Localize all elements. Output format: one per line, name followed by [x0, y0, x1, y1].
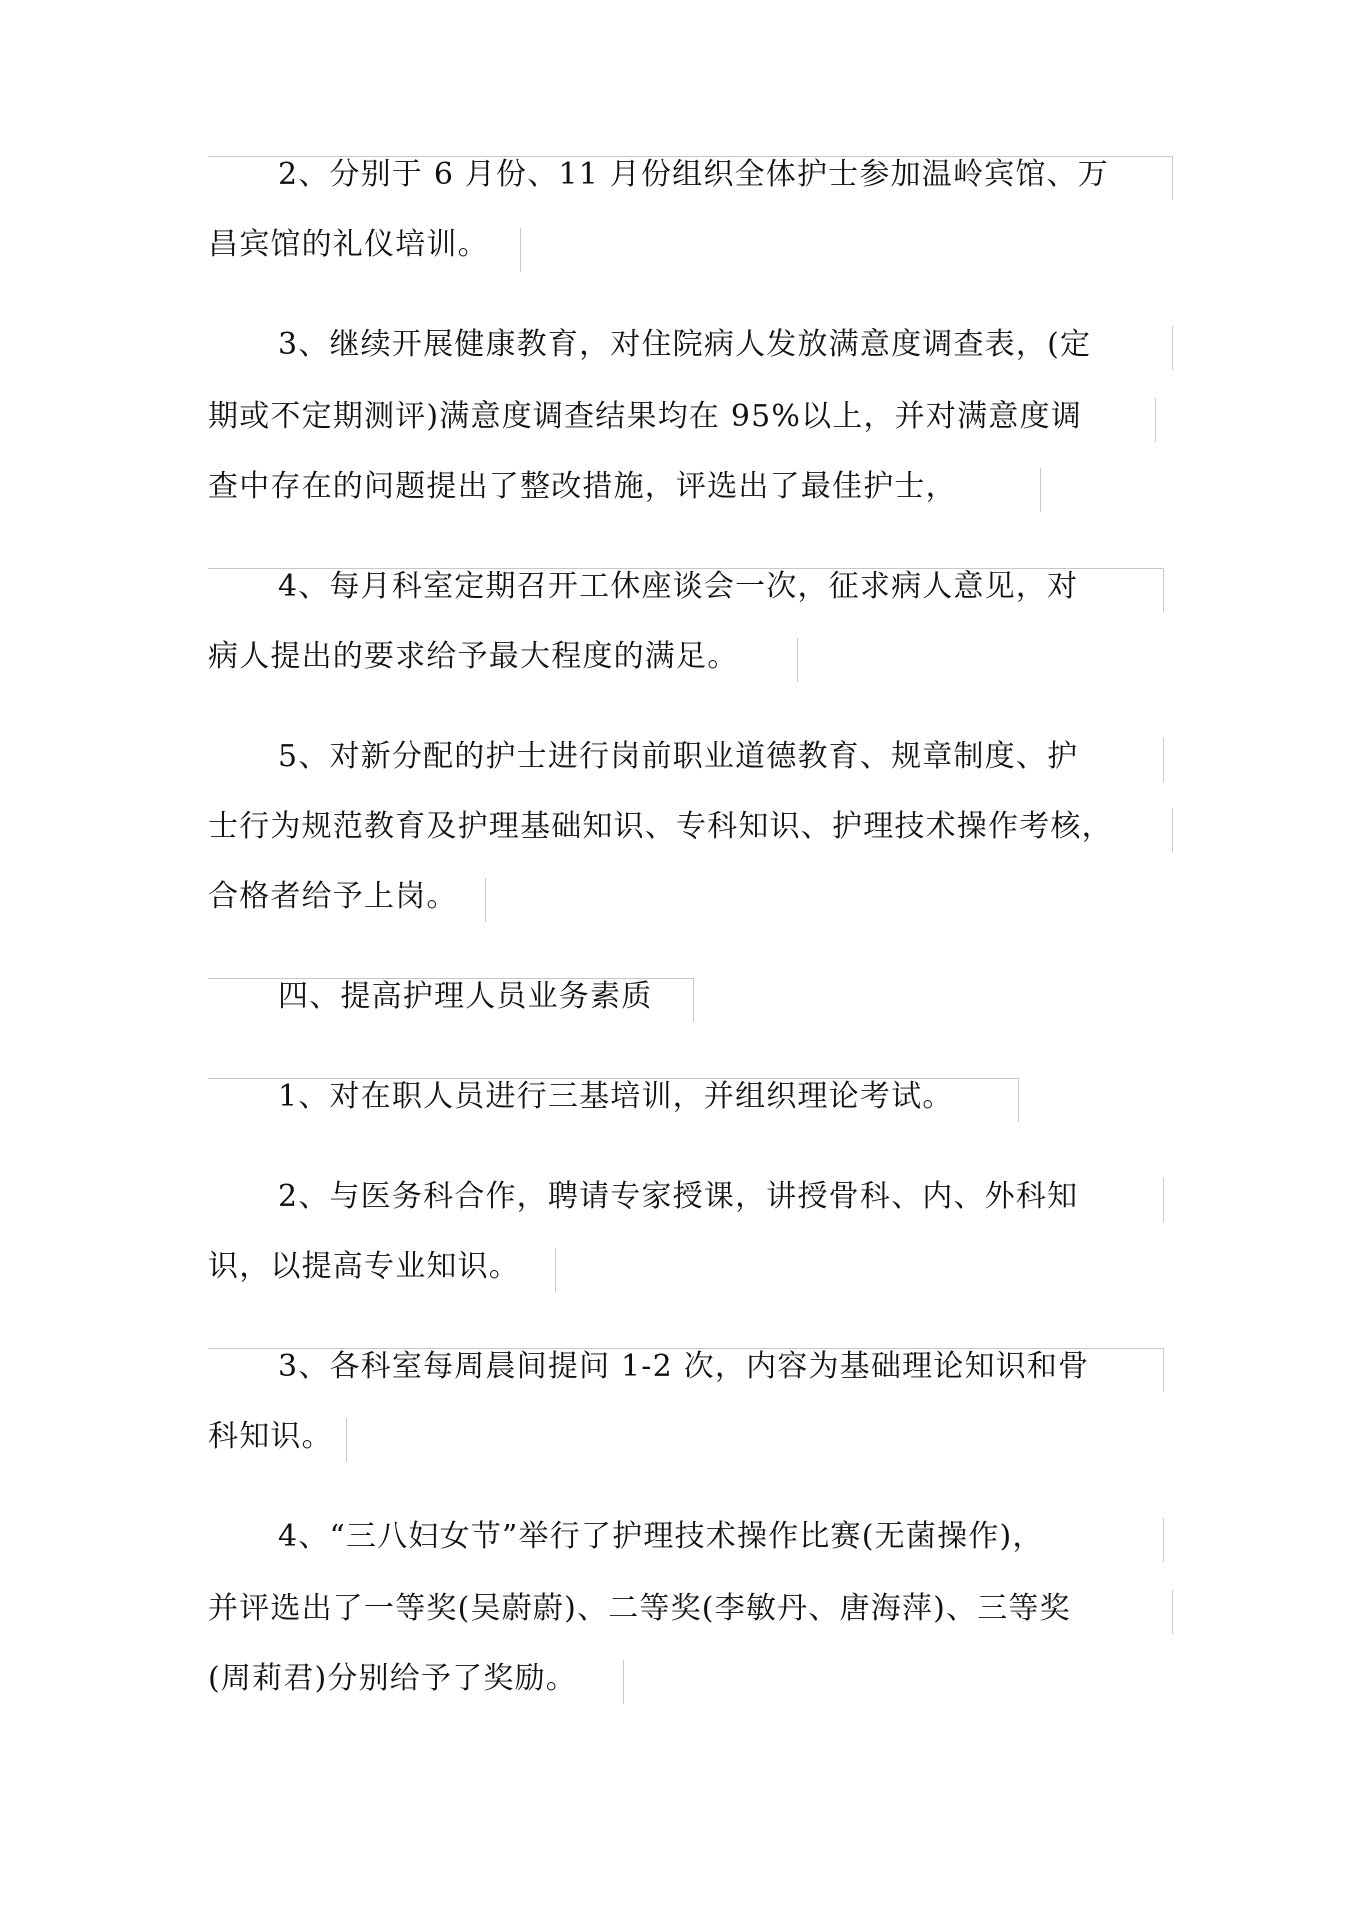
paragraph-2-line-2: 期或不定期测评)满意度调查结果均在 95%以上，并对满意度调: [208, 399, 1082, 434]
paragraph-3-line-1: 4、每月科室定期召开工休座谈会一次，征求病人意见，对: [278, 569, 1079, 604]
paragraph-8-line-2: 并评选出了一等奖(吴蔚蔚)、二等奖(李敏丹、唐海萍)、三等奖: [208, 1591, 1071, 1626]
paragraph-8-line-1: 4、“三八妇女节”举行了护理技术操作比赛(无菌操作)，: [278, 1519, 1044, 1554]
paragraph-2-line-1: 3、继续开展健康教育，对住院病人发放满意度调查表，(定: [278, 327, 1092, 362]
paragraph-1-line-2: 昌宾馆的礼仪培训。: [208, 227, 489, 262]
paragraph-frame-line: [1172, 808, 1173, 852]
paragraph-frame-line: [623, 1660, 624, 1704]
paragraph-4-line-1: 5、对新分配的护士进行岗前职业道德教育、规章制度、护: [278, 739, 1079, 774]
paragraph-frame-line: [797, 638, 798, 682]
paragraph-frame-line: [1018, 1078, 1019, 1122]
paragraph-4-line-2: 士行为规范教育及护理基础知识、专科知识、护理技术操作考核，: [208, 809, 1113, 844]
paragraph-frame-line: [1163, 1178, 1164, 1222]
paragraph-frame-line: [1172, 156, 1173, 200]
paragraph-frame-line: [1163, 568, 1164, 612]
paragraph-6-line-2: 识，以提高专业知识。: [208, 1249, 520, 1284]
paragraph-frame-line: [346, 1418, 347, 1462]
paragraph-1-line-1: 2、分别于 6 月份、11 月份组织全体护士参加温岭宾馆、万: [278, 157, 1109, 192]
paragraph-7-line-2: 科知识。: [208, 1419, 333, 1454]
paragraph-frame-line: [1163, 1348, 1164, 1392]
paragraph-8-line-3: (周莉君)分别给予了奖励。: [208, 1661, 578, 1696]
paragraph-frame-line: [1172, 326, 1173, 370]
paragraph-6-line-1: 2、与医务科合作，聘请专家授课，讲授骨科、内、外科知: [278, 1179, 1079, 1214]
section-heading: 四、提高护理人员业务素质: [278, 979, 653, 1014]
paragraph-frame-line: [485, 878, 486, 922]
paragraph-frame-line: [1172, 1590, 1173, 1634]
paragraph-2-line-3: 查中存在的问题提出了整改措施，评选出了最佳护士，: [208, 469, 957, 504]
paragraph-frame-line: [555, 1248, 556, 1292]
paragraph-frame-line: [1040, 468, 1041, 512]
paragraph-3-line-2: 病人提出的要求给予最大程度的满足。: [208, 639, 739, 674]
paragraph-5-line-1: 1、对在职人员进行三基培训，并组织理论考试。: [278, 1079, 954, 1114]
paragraph-frame-line: [1163, 1518, 1164, 1562]
paragraph-frame-line: [1163, 738, 1164, 782]
paragraph-7-line-1: 3、各科室每周晨间提问 1-2 次，内容为基础理论知识和骨: [278, 1349, 1090, 1384]
paragraph-4-line-3: 合格者给予上岗。: [208, 879, 458, 914]
paragraph-frame-line: [693, 978, 694, 1022]
paragraph-frame-line: [1155, 398, 1156, 442]
paragraph-frame-line: [520, 228, 521, 272]
